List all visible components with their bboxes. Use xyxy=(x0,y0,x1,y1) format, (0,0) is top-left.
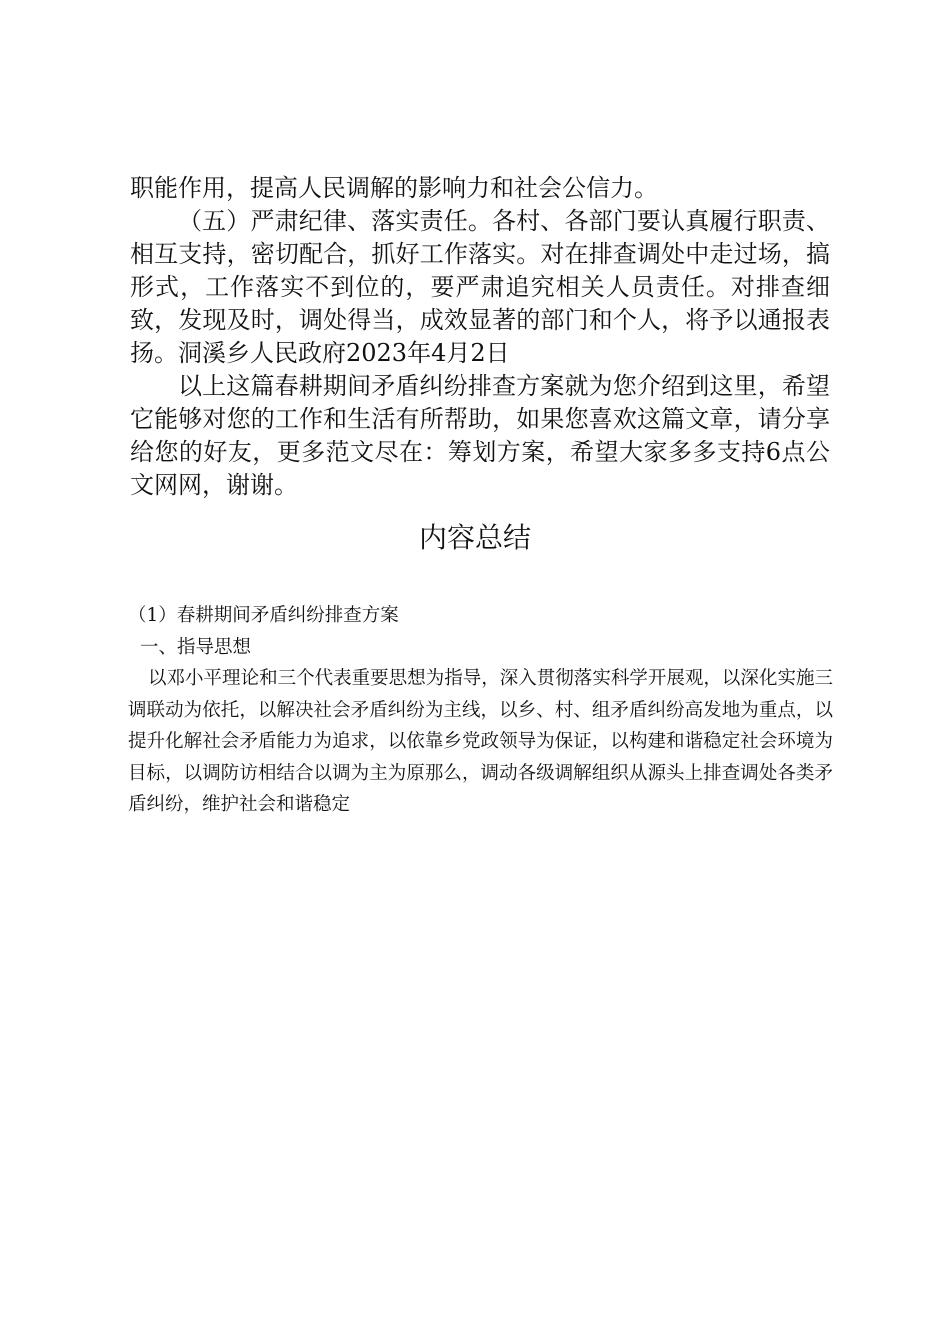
summary-section xyxy=(128,600,833,821)
summary-body: 以邓小平理论和三个代表重要思想为指导，深入贯彻落实科学开展观，以深化实施三调联动为依托，以解决社会矛盾纠纷为主线，以乡、村、组矛盾纠纷高发地为重点，以提升化解社会矛盾能力为追求，以依靠乡党政领导为保证，以构建和谐稳定社会环境为目标，以调防访相结合以调为主为原那么，调动各级调解组织从源头上排查调处各类矛盾纠纷，维护社会和谐稳定 xyxy=(128,668,833,815)
summary-heading: （1）春耕期间矛盾纠纷排查方案 xyxy=(128,605,399,626)
paragraph-closing: 以上这篇春耕期间矛盾纠纷排查方案就为您介绍到这里，希望它能够对您的工作和生活有所帮助，如果您喜欢这篇文章，请分享给您的好友，更多范文尽在：筹划方案，希望大家多多支持6点公文网网，谢谢。 xyxy=(130,372,830,499)
paragraph-continuation: 职能作用，提高人民调解的影响力和社会公信力。 xyxy=(130,174,658,202)
summary-title: 内容总结 xyxy=(418,521,531,554)
summary-subheading: 一、指导思想 xyxy=(140,636,252,658)
paragraph-discipline: （五）严肃纪律、落实责任。各村、各部门要认真履行职责、相互支持，密切配合，抓好工作落实。对在排查调处中走过场，搞形式，工作落实不到位的，要严肃追究相关人员责任。对排查细致，发现及时，调处得当，成效显著的部门和个人，将予以通报表扬。洞溪乡人民政府2023年4月2日 xyxy=(130,207,830,367)
body-section xyxy=(130,172,830,502)
